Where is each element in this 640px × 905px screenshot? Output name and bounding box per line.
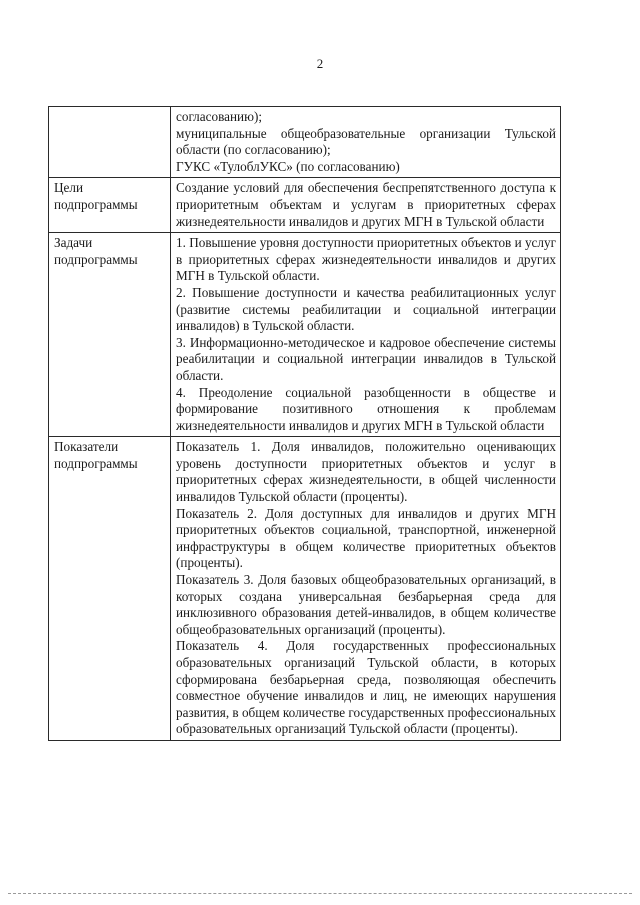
page-number: 2 <box>316 56 324 71</box>
row-label: Задачи подпрограммы <box>49 233 171 437</box>
table-row <box>49 437 561 741</box>
passport-table <box>48 106 561 741</box>
page-bottom-edge <box>8 893 632 895</box>
paragraph: 2. Повышение доступности и качества реабилитационных услуг (развитие системы реабилитации и социальной интеграции инвалидов) в Тульской области. <box>176 284 556 334</box>
row-content <box>171 178 561 233</box>
paragraph: Показатель 2. Доля доступных для инвалидов и других МГН приоритетных объектов социальной, транспортной, инженерной инфраструктуры в общем количестве приоритетных объектов (проценты). <box>176 505 556 571</box>
paragraph: Показатель 3. Доля базовых общеобразовательных организаций, в которых создана универсальная безбарьерная среда для инклюзивного образования детей-инвалидов, в общем количестве общеобразовательных организаций (проценты). <box>176 572 556 637</box>
paragraph: Показатель 1. Доля инвалидов, положительно оценивающих уровень доступности приоритетных объектов и услуг в приоритетных сферах жизнедеятельности, в общей численности инвалидов Тульской области (проценты). <box>176 439 556 505</box>
row-label <box>49 107 171 178</box>
row-label: Показатели подпрограммы <box>49 437 171 741</box>
paragraph: Создание условий для обеспечения беспрепятственного доступа к приоритетным объектам и услугам в приоритетных сферах жизнедеятельности инвалидов и других МГН в Тульской области <box>176 180 556 229</box>
table-row <box>49 233 561 437</box>
paragraph: Показатель 4. Доля государственных профессиональных образовательных организаций Тульской области, в которых сформирована безбарьерная среда, позволяющая обеспечить совместное обучение инвалидов и лиц, не имеющих нарушения развития, в общем количестве государственных профессиональных образовательных организаций Тульской области (проценты). <box>176 638 556 737</box>
paragraph: согласованию); <box>176 109 262 124</box>
row-label: Цели подпрограммы <box>49 178 171 233</box>
row-content <box>171 233 561 437</box>
row-content <box>171 107 561 178</box>
table-row <box>49 107 561 178</box>
paragraph: ГУКС «ТулоблУКС» (по согласованию) <box>176 158 400 174</box>
paragraph: 1. Повышение уровня доступности приоритетных объектов и услуг в приоритетных сферах жизнедеятельности инвалидов и других МГН в Тульской области. <box>176 235 556 284</box>
paragraph: 3. Информационно-методическое и кадровое обеспечение системы реабилитации и социальной интеграции инвалидов в Тульской области. <box>176 334 556 383</box>
paragraph: 4. Преодоление социальной разобщенности в обществе и формирование позитивного отношения к проблемам жизнедеятельности инвалидов и других МГН в Тульской области <box>176 384 556 433</box>
row-content <box>171 437 561 741</box>
table-row <box>49 178 561 233</box>
paragraph: муниципальные общеобразовательные организации Тульской области (по согласованию); <box>176 125 556 158</box>
